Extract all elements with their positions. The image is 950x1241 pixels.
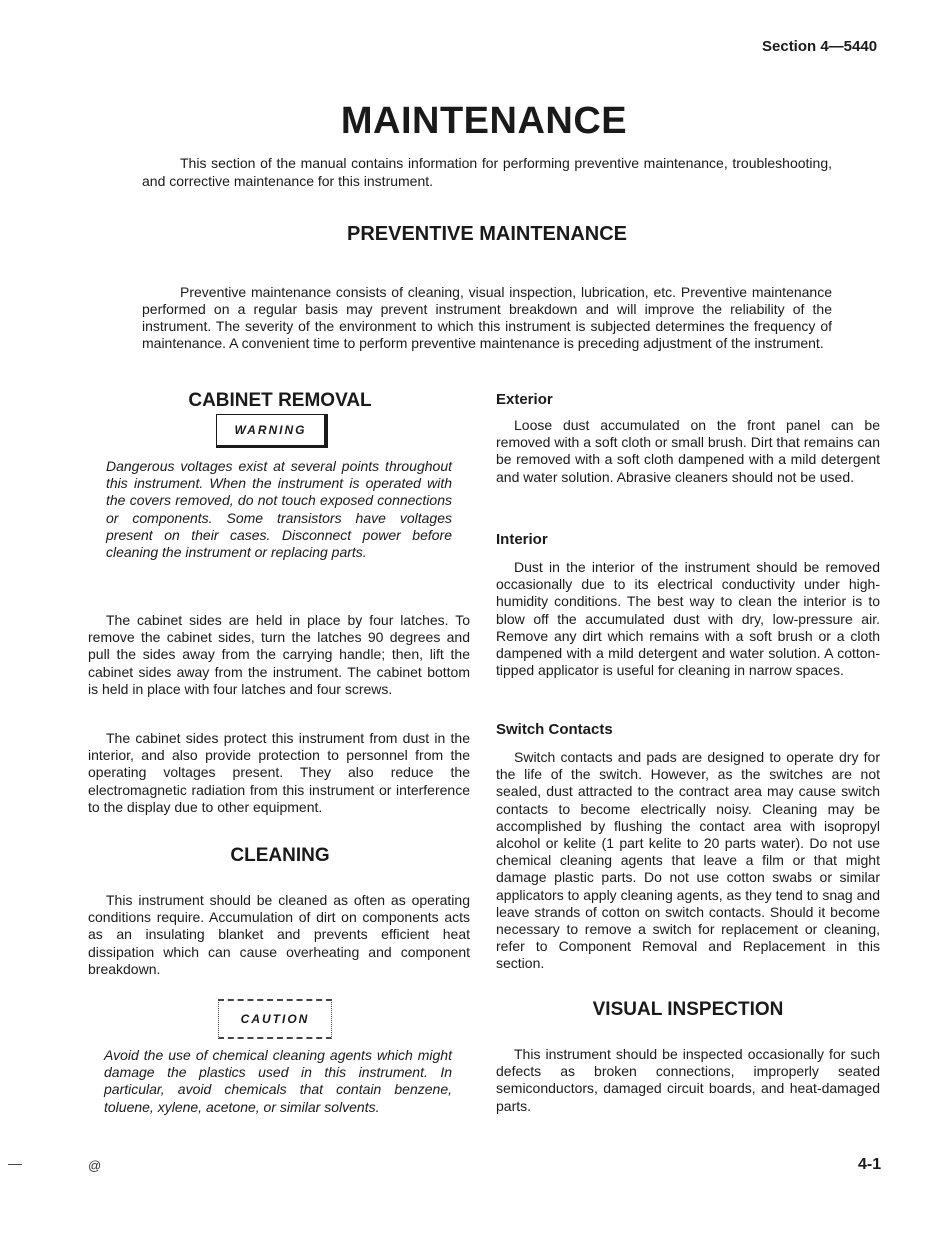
warning-text: Dangerous voltages exist at several points throughout this instrument. When the instrument is operated with the covers removed, do not touch exposed connections or components. Some transistors have voltages present on their cases. Disconnect power before cleaning the instrument or replacing parts. (106, 458, 452, 561)
cleaning-heading: CLEANING (230, 845, 330, 866)
warning-label: WARNING (216, 414, 328, 448)
section-header: Section 4—5440 (762, 38, 878, 55)
switch-contacts-paragraph: Switch contacts and pads are designed to operate dry for the life of the switch. However, as the switches are not sealed, dust attracted to the contract area may cause switch contacts to become electrically noisy. Cleaning may be accomplished by flushing the contact area with isopropyl alcohol or kelite (1 part kelite to 20 parts water). Do not use chemical cleaning agents that leave a film or that might damage plastic parts. Do not use cotton swabs or similar applicators to apply cleaning agents, as they tend to snag and leave strands of cotton on switch contacts. Should it become necessary to remove a switch for replacement or cleaning, refer to Component Removal and Replacement in this section. (496, 749, 880, 972)
switch-contacts-heading: Switch Contacts (496, 721, 613, 738)
caution-text: Avoid the use of chemical cleaning agents which might damage the plastics used in this instrument. In particular, avoid chemicals that contain benzene, toluene, xylene, acetone, or similar solvents. (104, 1047, 452, 1115)
interior-heading: Interior (496, 531, 548, 548)
visual-inspection-heading: VISUAL INSPECTION (592, 999, 784, 1020)
footer-dash (8, 1164, 22, 1165)
exterior-heading: Exterior (496, 391, 553, 408)
footer-mark: @ (88, 1158, 102, 1173)
preventive-maintenance-paragraph: Preventive maintenance consists of cleaning, visual inspection, lubrication, etc. Preventive maintenance performed on a regular basis may prevent instrument breakdown and will improve the reliability of the instrument. The severity of the environment to which this instrument is subjected determines the frequency of maintenance. A convenient time to perform preventive maintenance is preceding adjustment of the instrument. (142, 284, 832, 351)
cleaning-paragraph: This instrument should be cleaned as often as operating conditions require. Accumulation of dirt on components acts as an insulating blanket and prevents efficient heat dissipation which can cause overheating and component breakdown. (88, 892, 470, 977)
intro-paragraph: This section of the manual contains information for performing preventive maintenance, troubleshooting, and corrective maintenance for this instrument. (142, 155, 832, 189)
exterior-paragraph: Loose dust accumulated on the front panel can be removed with a soft cloth or small brush. Dirt that remains can be removed with a soft cloth dampened with a mild detergent and water solution. Abrasive cleaners should not be used. (496, 417, 880, 485)
preventive-maintenance-heading: PREVENTIVE MAINTENANCE (346, 223, 628, 245)
cabinet-paragraph-1: The cabinet sides are held in place by four latches. To remove the cabinet sides, turn the latches 90 degrees and pull the sides away from the carrying handle; then, lift the cabinet sides away from the instrument. The cabinet bottom is held in place with four latches and four screws. (88, 612, 470, 697)
page-title: MAINTENANCE (340, 100, 628, 142)
page-number: 4-1 (858, 1156, 882, 1173)
interior-paragraph: Dust in the interior of the instrument should be removed occasionally due to its electrical conductivity under high-humidity conditions. The best way to clean the interior is to blow off the accumulated dust with dry, low-pressure air. Remove any dirt which remains with a soft brush or a cloth dampened with a mild detergent and water solution. A cotton-tipped applicator is useful for cleaning in narrow spaces. (496, 559, 880, 679)
caution-label: CAUTION (218, 999, 332, 1039)
cabinet-removal-heading: CABINET REMOVAL (188, 390, 372, 411)
visual-inspection-paragraph: This instrument should be inspected occasionally for such defects as broken connections, improperly seated semiconductors, damaged circuit boards, and heat-damaged parts. (496, 1046, 880, 1114)
cabinet-paragraph-2: The cabinet sides protect this instrument from dust in the interior, and also provide protection to personnel from the operating voltages present. They also reduce the electromagnetic radiation from this instrument or interference to the display due to other equipment. (88, 730, 470, 815)
